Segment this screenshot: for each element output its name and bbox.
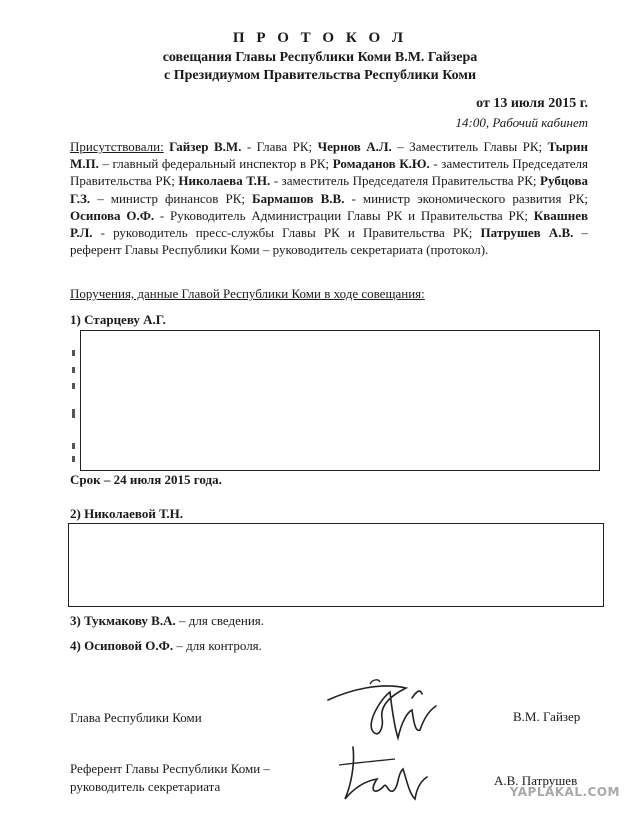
- item-3-title: 3) Тукмакову В.А.: [70, 613, 176, 628]
- item-4-note: – для контроля.: [173, 638, 262, 653]
- attendees-paragraph: [70, 138, 588, 258]
- head-name: В.М. Гайзер: [513, 709, 581, 724]
- attendee-name: Осипова О.Ф.: [70, 207, 155, 223]
- redacted-region-1: [70, 330, 600, 471]
- attendee-name: Квашнев Р.Л.: [70, 207, 588, 241]
- attendee-name: Тырин М.П.: [70, 139, 588, 172]
- attendee-name: Патрушев А.В.: [480, 225, 574, 241]
- document-subtitle-line2: с Президиумом Правительства Республики Коми: [163, 68, 477, 83]
- referent-signature: [325, 735, 435, 815]
- attendee-name: Николаева Т.Н.: [178, 173, 271, 189]
- attendee-role: – министр финансов РК;: [90, 190, 253, 206]
- attendee-role: – главный федеральный инспектор в РК;: [98, 156, 333, 172]
- attendee-name: Ромаданов К.Ю.: [332, 156, 430, 172]
- attendee-role: - руководитель пресс-службы Главы РК и Правительства РК;: [92, 225, 481, 241]
- attendee-role: – референт Главы Республики Коми – руководитель секретариата (протокол).: [70, 225, 588, 258]
- attendee-role: – Заместитель Главы РК;: [391, 139, 548, 154]
- attendee-name: Бармашов В.В.: [252, 190, 345, 206]
- watermark: YAPLAKAL.COM: [509, 785, 620, 799]
- referent-title-line2: руководитель секретариата: [70, 779, 221, 794]
- document-time-place: 14:00, Рабочий кабинет: [455, 115, 588, 130]
- attendees-label: Присутствовали:: [70, 139, 164, 154]
- item-3-note: – для сведения.: [175, 613, 265, 628]
- item-1-title: 1) Старцеву А.Г.: [70, 312, 166, 327]
- instructions-heading: Поручения, данные Главой Республики Коми в ходе совещания:: [70, 286, 425, 301]
- attendee-role: - заместитель Председателя Правительства РК;: [270, 173, 541, 189]
- redaction-box: [80, 330, 600, 471]
- head-title: Глава Республики Коми: [70, 710, 202, 725]
- redaction-box: [68, 523, 604, 607]
- referent-title-line1: Референт Главы Республики Коми –: [70, 761, 270, 776]
- attendee-role: - Глава РК;: [241, 139, 318, 154]
- item-2-title: 2) Николаевой Т.Н.: [70, 506, 184, 521]
- item-1-deadline: Срок – 24 июля 2015 года.: [70, 472, 222, 487]
- referent-name: А.В. Патрушев: [494, 773, 578, 788]
- attendee-name: Чернов А.Л.: [317, 139, 392, 154]
- item-3: [70, 613, 264, 629]
- document-subtitle-line1: совещания Главы Республики Коми В.М. Гайзера: [162, 50, 478, 65]
- attendee-role: - министр экономического развития РК;: [344, 190, 588, 206]
- item-4: [70, 638, 262, 654]
- attendee-name: Гайзер В.М.: [169, 139, 242, 154]
- attendee-role: - заместитель Председателя Правительства РК;: [70, 156, 588, 189]
- item-4-title: 4) Осиповой О.Ф.: [70, 638, 174, 653]
- document-date: от 13 июля 2015 г.: [476, 96, 588, 111]
- document-title: П Р О Т О К О Л: [232, 30, 408, 46]
- attendee-name: Рубцова Г.З.: [70, 173, 589, 206]
- referent-title: [70, 760, 270, 796]
- attendee-role: - Руководитель Администрации Главы РК и Правительства РК;: [154, 207, 534, 223]
